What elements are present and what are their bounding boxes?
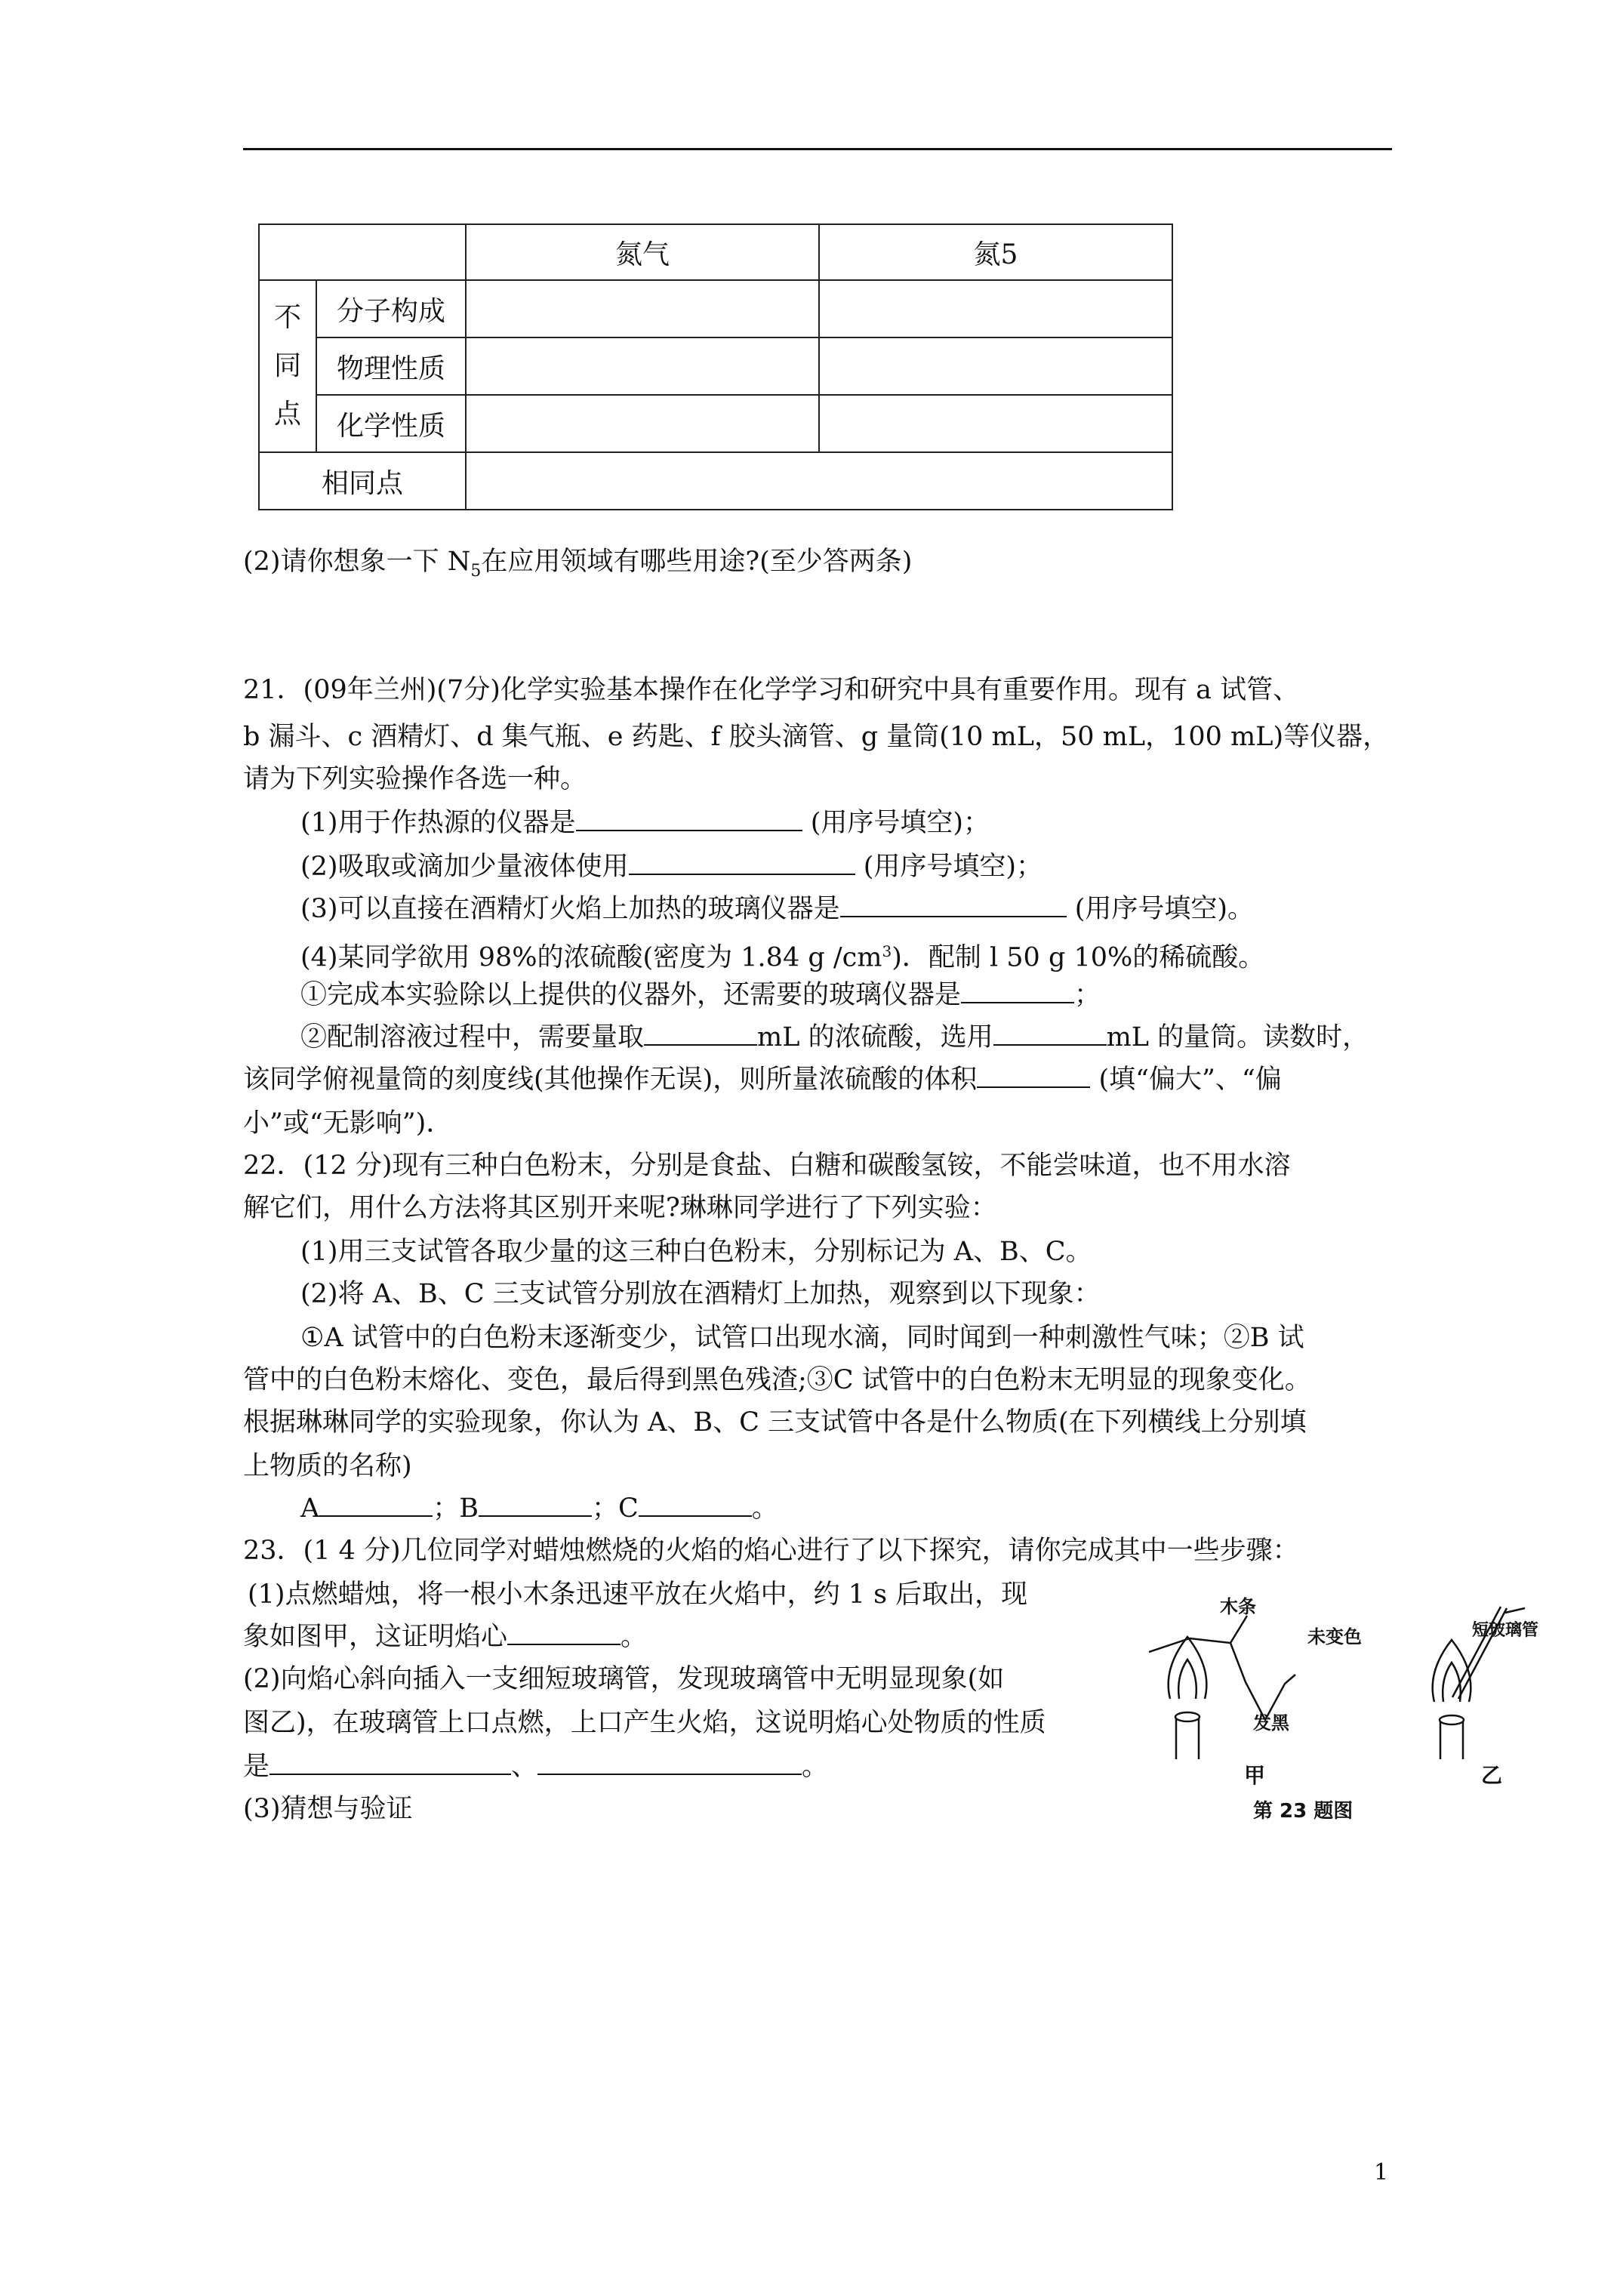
q23-sub2b: 图乙)，在玻璃管上口点燃，上口产生火焰，这说明焰心处物质的性质 xyxy=(243,1708,1046,1738)
answer-blank[interactable] xyxy=(644,1022,757,1046)
table-header-n5: 氮5 xyxy=(819,224,1172,280)
q21-line1: 21．(09年兰州)(7分)化学实验基本操作在化学学习和研究中具有重要作用。现有 a 试管、 xyxy=(243,675,1300,705)
q23-sub2a: (2)向焰心斜向插入一支细短玻璃管，发现玻璃管中无明显现象(如 xyxy=(243,1664,1005,1694)
comparison-table xyxy=(258,223,1173,510)
q22-line2: 解它们，用什么方法将其区别开来呢?琳琳同学进行了下列实验： xyxy=(243,1193,997,1223)
stick-pointer xyxy=(1230,1616,1247,1643)
q20-part2: (2)请你想象一下 $N_5$在应用领域有哪些用途?(至少答两条) xyxy=(243,547,913,581)
q21-line2: b 漏斗、c 酒精灯、d 集气瓶、e 药匙、f 胶头滴管、g 量筒(10 mL，50 mL，100 mL)等仪器， xyxy=(243,722,1390,752)
flame-outer xyxy=(1169,1637,1207,1699)
answer-blank[interactable] xyxy=(507,1621,621,1645)
q23-sub3: (3)猜想与验证 xyxy=(243,1794,413,1824)
q21-sub3: (3)可以直接在酒精灯火焰上加热的玻璃仪器是 (用序号填空)。 xyxy=(300,894,1255,924)
header-rule xyxy=(243,148,1392,150)
answer-blank[interactable] xyxy=(977,1064,1090,1088)
candle-top xyxy=(1440,1715,1464,1724)
answer-blank[interactable] xyxy=(629,851,855,875)
q22-obs2: 管中的白色粉末熔化、变色，最后得到黑色残渣;③C 试管中的白色粉末无明显的现象变化。 xyxy=(243,1365,1311,1395)
flame-inner xyxy=(1443,1663,1461,1702)
table-cell xyxy=(819,280,1172,337)
answer-blank[interactable] xyxy=(576,807,802,831)
q22-answers: A ；B ；C 。 xyxy=(300,1493,778,1524)
answer-blank[interactable] xyxy=(319,1493,433,1517)
q22-obs4: 上物质的名称) xyxy=(243,1451,412,1481)
q22-obs3: 根据琳琳同学的实验现象，你认为 A、B、C 三支试管中各是什么物质(在下列横线上分别填 xyxy=(243,1407,1307,1438)
candle-body xyxy=(1440,1721,1463,1759)
table-cell xyxy=(466,337,819,395)
table-row-label: 物理性质 xyxy=(316,337,466,395)
table-same-value xyxy=(466,452,1172,510)
label-jia: 甲 xyxy=(1244,1763,1266,1788)
label-black: 发黑 xyxy=(1253,1712,1289,1734)
label-stick: 木条 xyxy=(1220,1596,1256,1617)
q21-sub1: (1)用于作热源的仪器是 (用序号填空)； xyxy=(300,808,990,838)
label-tube: 短玻璃管 xyxy=(1472,1621,1539,1640)
q21-sub4: (4)某同学欲用 98%的浓硫酸(密度为 1.84 g $/cm^3$)．配制 l 50 g 10%的稀硫酸。 xyxy=(300,942,1265,973)
answer-blank[interactable] xyxy=(993,1022,1107,1046)
answer-blank[interactable] xyxy=(961,979,1074,1003)
answer-blank[interactable] xyxy=(269,1751,511,1775)
page-number: 1 xyxy=(1374,2159,1389,2186)
q21-sub4d: 小”或“无影响”)． xyxy=(243,1108,453,1139)
answer-blank[interactable] xyxy=(537,1751,802,1775)
q22-obs1: ①A 试管中的白色粉末逐渐变少，试管口出现水滴，同时闻到一种刺激性气味；②B 试 xyxy=(300,1323,1304,1353)
table-row-label: 分子构成 xyxy=(316,280,466,337)
table-cell xyxy=(466,280,819,337)
q22-sub2: (2)将 A、B、C 三支试管分别放在酒精灯上加热，观察到以下现象： xyxy=(300,1279,1101,1309)
label-unchanged: 未变色 xyxy=(1307,1626,1362,1647)
table-cell xyxy=(819,395,1172,452)
table-cell xyxy=(819,337,1172,395)
q21-sub4c: 该同学俯视量筒的刻度线(其他操作无误)，则所量浓硫酸的体积 (填“偏大”、“偏 xyxy=(243,1065,1282,1095)
q22-sub1: (1)用三支试管各取少量的这三种白色粉末，分别标记为 A、B、C。 xyxy=(300,1237,1092,1267)
table-same-label: 相同点 xyxy=(259,452,466,510)
label-yi: 乙 xyxy=(1481,1763,1503,1788)
candle-body xyxy=(1176,1718,1199,1759)
answer-blank[interactable] xyxy=(639,1493,752,1517)
table-cell xyxy=(466,395,819,452)
candle-experiment-diagram xyxy=(1117,1586,1540,1759)
q22-line1: 22．(12 分)现有三种白色粉末，分别是食盐、白糖和碳酸氢铵，不能尝味道，也不用水溶 xyxy=(243,1151,1291,1181)
q23-sub1a: (1)点燃蜡烛，将一根小木条迅速平放在火焰中，约 1 s 后取出，现 xyxy=(248,1579,1028,1610)
q21-line3: 请为下列实验操作各选一种。 xyxy=(243,764,587,794)
tube-pointer xyxy=(1505,1608,1525,1613)
figure-caption: 第 23 题图 xyxy=(1253,1800,1354,1823)
table-header-n2: 氮气 xyxy=(466,224,819,280)
table-row-label: 化学性质 xyxy=(316,395,466,452)
q23-sub2c: 是 、 。 xyxy=(243,1752,829,1782)
flame-outer xyxy=(1433,1640,1471,1702)
q23-line1: 23．(1 4 分)几位同学对蜡烛燃烧的火焰的焰心进行了以下探究，请你完成其中一些步骤： xyxy=(243,1536,1299,1566)
answer-blank[interactable] xyxy=(840,893,1067,917)
q23-sub1b: 象如图甲，这证明焰心 。 xyxy=(243,1622,648,1652)
q21-sub4a: ①完成本实验除以上提供的仪器外，还需要的玻璃仪器是 ； xyxy=(300,980,1101,1010)
table-group-label: 不 同 点 xyxy=(259,280,316,452)
flame-inner xyxy=(1178,1660,1196,1699)
answer-blank[interactable] xyxy=(479,1493,592,1517)
q21-sub2: (2)吸取或滴加少量液体使用 (用序号填空)； xyxy=(300,852,1043,882)
candle-top xyxy=(1175,1712,1200,1721)
q21-sub4b: ②配制溶液过程中，需要量取 mL 的浓硫酸，选用 mL 的量筒。读数时， xyxy=(300,1022,1369,1052)
table-corner-cell xyxy=(259,224,466,280)
